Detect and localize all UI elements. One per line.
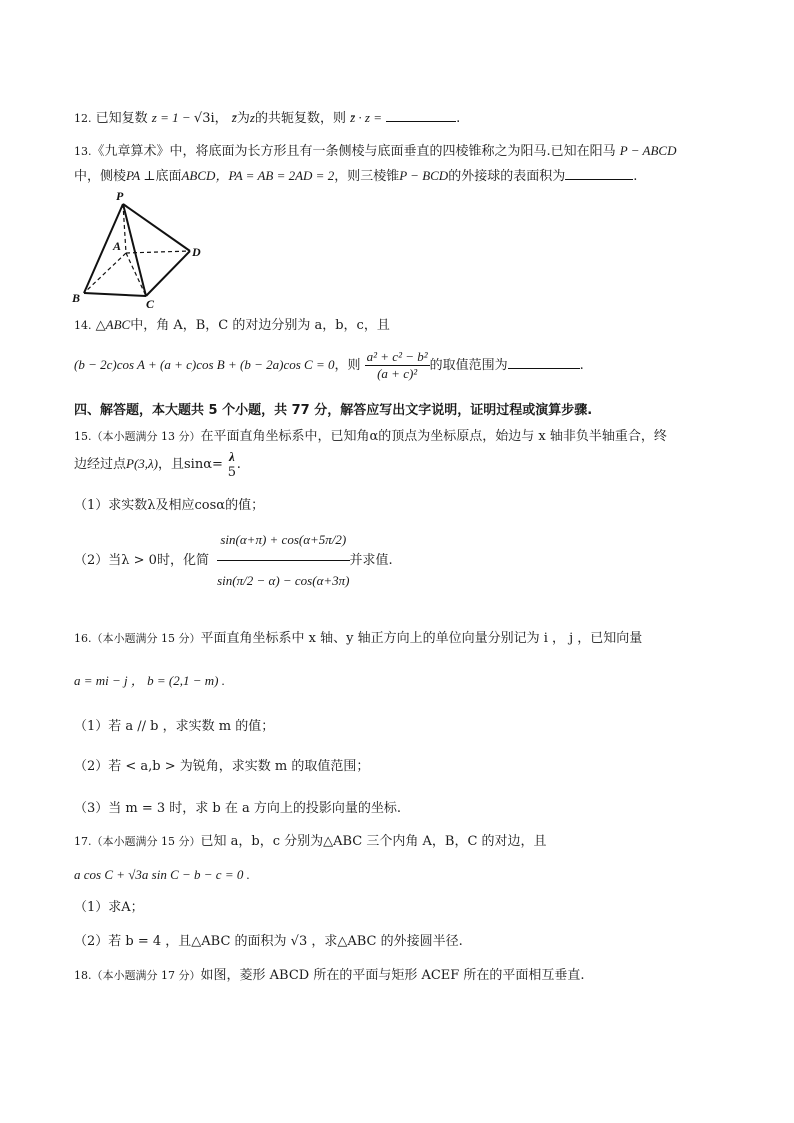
q13-text2a: 中，侧棱 xyxy=(74,169,127,184)
question-15-part1: （1）求实数λ及相应cosα的值； xyxy=(74,498,265,513)
q17-text1: 已知 a，b，c 分别为△ABC 三个内角 A，B，C 的对边，且 xyxy=(200,834,547,849)
question-17-line1 xyxy=(74,833,547,851)
edge-AB xyxy=(84,253,126,293)
question-15-line1 xyxy=(74,428,667,446)
q15-simplify-denominator: sin(π/2 − α) − cos(α+3π) xyxy=(217,573,350,588)
q14-fraction-numerator: a² + c² − b² xyxy=(366,349,428,364)
q14-expression: (b − 2c)cos A + (a + c)cos B + (b − 2a)cos C = 0 xyxy=(74,357,335,372)
question-12 xyxy=(74,108,460,128)
q17-score: （本小题满分 15 分） xyxy=(91,835,201,848)
q13-text2b: 底面 xyxy=(155,169,182,184)
q15-sin-fraction xyxy=(227,449,237,481)
q15-text2b: ，且sinα= xyxy=(158,457,223,472)
q12-prefix: 已知复数 xyxy=(95,111,148,126)
q16-text1: 平面直角坐标系中 x 轴、y 轴正方向上的单位向量分别记为 i ， j ，已知向量 xyxy=(200,631,643,646)
label-D: D xyxy=(192,245,201,259)
q12-sqrt3: √3 xyxy=(193,111,211,126)
q12-period: . xyxy=(456,111,461,126)
q12-mid2: 为 xyxy=(236,111,250,126)
question-14-line2 xyxy=(74,346,584,385)
q15-score: （本小题满分 13 分） xyxy=(91,430,201,443)
q14-then: ，则 xyxy=(334,358,361,373)
q14-period: . xyxy=(579,358,584,373)
q15-lambda: λ xyxy=(229,448,235,464)
edge-BC xyxy=(84,293,146,296)
label-C: C xyxy=(146,297,155,308)
q12-i: i xyxy=(210,111,215,126)
q14-answer-blank[interactable] xyxy=(508,355,580,369)
q15-text1: 在平面直角坐标系中，已知角α的顶点为坐标原点，始边与 x 轴非负半轴重合，终 xyxy=(200,429,667,444)
q13-text1: 《九章算术》中，将底面为长方形且有一条侧棱与底面垂直的四棱锥称之为阳马.已知在阳马 xyxy=(91,144,616,159)
question-17-part1: （1）求A； xyxy=(74,900,144,915)
q14-text1: 中，角 A，B，C 的对边分别为 a，b，c，且 xyxy=(130,318,390,333)
q12-answer-blank[interactable] xyxy=(386,108,456,122)
q13-text2c: ，则三棱锥 xyxy=(334,169,400,184)
q15-simplify-fraction xyxy=(217,520,349,601)
q15-number: 15. xyxy=(74,430,92,443)
question-17-line2: a cos C + √3a sin C − b − c = 0 . xyxy=(74,867,250,882)
q14-triangle: △ABC xyxy=(95,317,131,332)
question-17-part2: （2）若 b = 4 ，且△ABC 的面积为 √3 ，求△ABC 的外接圆半径. xyxy=(74,934,463,949)
question-15-line2 xyxy=(74,446,241,483)
q13-abcd: ABCD xyxy=(181,168,216,183)
label-B: B xyxy=(72,291,81,305)
q15-text2a: 边经过点 xyxy=(74,457,127,472)
question-18-line1 xyxy=(74,967,585,985)
question-16-part1: （1）若 a // b ，求实数 m 的值； xyxy=(74,719,275,734)
question-16-line2: a = mi − j ， b = (2,1 − m) . xyxy=(74,673,225,688)
q14-tail: 的取值范围为 xyxy=(429,358,508,373)
question-15-part2 xyxy=(74,513,393,609)
q13-pyramid: P − ABCD xyxy=(619,143,677,158)
q13-pbcd: P − BCD xyxy=(399,168,449,183)
q13-period: . xyxy=(633,169,638,184)
q15-simplify-numerator: sin(α+π) + cos(α+5π/2) xyxy=(217,520,349,561)
q16-number: 16. xyxy=(74,632,92,645)
q12-z-eq: z = 1 − xyxy=(151,110,194,125)
question-16-part2: （2）若 < a,b > 为锐角，求实数 m 的取值范围； xyxy=(74,759,370,774)
q15-part2-tail: 并求值. xyxy=(349,553,393,568)
q15-period: . xyxy=(236,457,241,472)
q15-point: P(3,λ) xyxy=(126,456,158,471)
q15-part2-text: （2）当λ > 0时，化简 xyxy=(74,553,209,568)
q12-product: z̄ · z = xyxy=(350,110,382,125)
q12-number: 12. xyxy=(74,112,92,125)
q12-comma: ， xyxy=(214,111,228,126)
q17-number: 17. xyxy=(74,835,92,848)
q18-number: 18. xyxy=(74,969,92,982)
label-A: A xyxy=(113,239,122,253)
q15-five: 5 xyxy=(227,464,237,480)
question-13-line1 xyxy=(74,142,676,161)
q13-text2d: 的外接球的表面积为 xyxy=(448,169,566,184)
q12-zbar: z̄ xyxy=(231,110,237,125)
edge-CD xyxy=(146,251,190,296)
q13-pa-perp: PA ⊥ xyxy=(126,168,156,183)
question-13-line2 xyxy=(74,166,637,186)
question-16-line1 xyxy=(74,630,642,648)
q14-number: 14. xyxy=(74,319,92,332)
q12-mid3: 的共轭复数，则 xyxy=(254,111,346,126)
question-16-part3: （3）当 m = 3 时，求 b 在 a 方向上的投影向量的坐标. xyxy=(74,801,402,816)
q13-equation: ，PA = AB = 2AD = 2 xyxy=(215,168,335,183)
q13-answer-blank[interactable] xyxy=(565,166,633,180)
q14-fraction-denominator: (a + c)² xyxy=(377,366,418,381)
label-P: P xyxy=(116,189,124,203)
q18-text1: 如图，菱形 ABCD 所在的平面与矩形 ACEF 所在的平面相互垂直. xyxy=(200,968,585,983)
q18-score: （本小题满分 17 分） xyxy=(91,969,201,982)
q14-fraction xyxy=(365,349,430,382)
question-14-line1 xyxy=(74,316,390,335)
q16-score: （本小题满分 15 分） xyxy=(91,632,201,645)
pyramid-figure xyxy=(68,188,208,308)
q13-number: 13. xyxy=(74,145,92,158)
q12-z: z xyxy=(249,110,255,125)
section-4-heading: 四、解答题，本大题共 5 个小题，共 77 分，解答应写出文字说明，证明过程或演算步骤. xyxy=(74,403,593,418)
